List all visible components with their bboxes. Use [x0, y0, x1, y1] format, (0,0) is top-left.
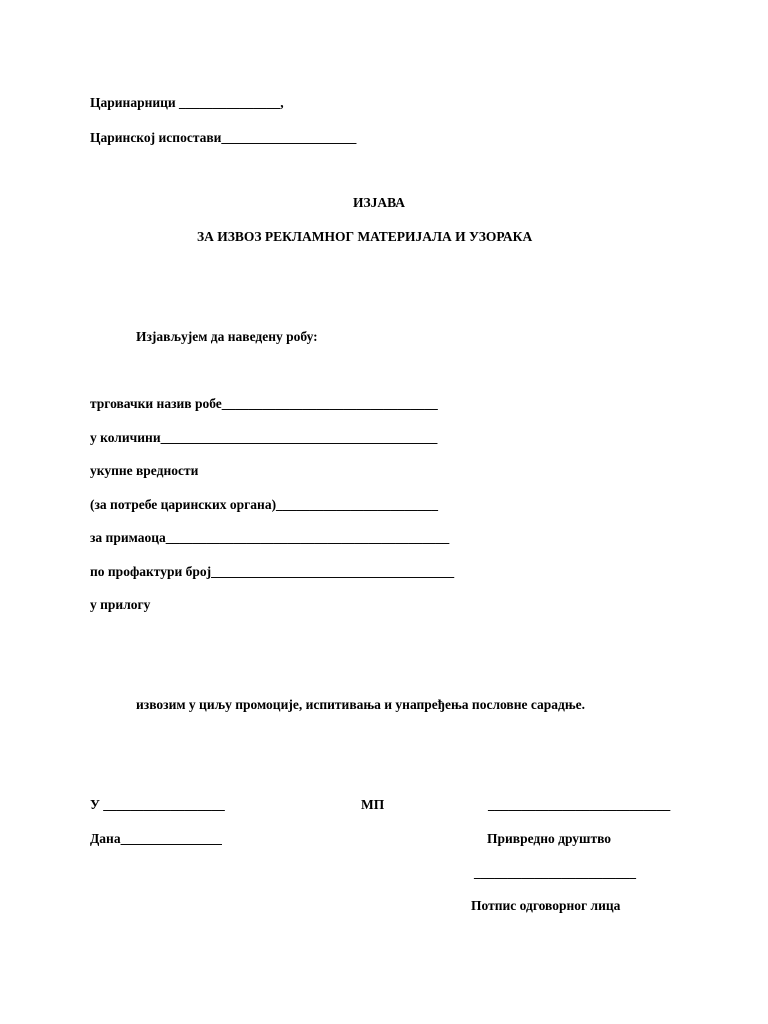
date-field: Дана_______________: [90, 831, 222, 846]
total-value-label: укупне вредности: [90, 463, 199, 478]
place-field: У __________________: [90, 797, 225, 812]
signature-line: ________________________: [474, 865, 636, 880]
recipient-field: за примаоца__________________________________________: [90, 530, 450, 545]
signature-label: Потпис одговорног лица: [471, 898, 621, 913]
declaration-intro: Изјављујем да наведену робу:: [136, 329, 318, 344]
quantity-field: у количини_________________________________________: [90, 430, 438, 445]
company-label: Привредно друштво: [487, 831, 612, 846]
proforma-field: по профактури број____________________________________: [90, 564, 455, 579]
stamp-label: МП: [361, 797, 385, 812]
customs-office-line: Царинарници _______________,: [90, 95, 284, 110]
company-signature-line: ___________________________: [488, 797, 671, 812]
document-title: ИЗЈАВА: [353, 195, 406, 210]
document-subtitle: ЗА ИЗВОЗ РЕКЛАМНОГ МАТЕРИЈАЛА И УЗОРАКА: [197, 229, 533, 244]
trade-name-field: трговачки назив робе________________________________: [90, 396, 438, 411]
export-purpose-statement: извозим у циљу промоције, испитивања и унапређења пословне сарадње.: [136, 697, 585, 712]
customs-post-line: Царинској испостави____________________: [90, 130, 357, 145]
attached-label: у прилогу: [90, 597, 151, 612]
customs-purpose-field: (за потребе царинских органа)________________________: [90, 497, 439, 512]
